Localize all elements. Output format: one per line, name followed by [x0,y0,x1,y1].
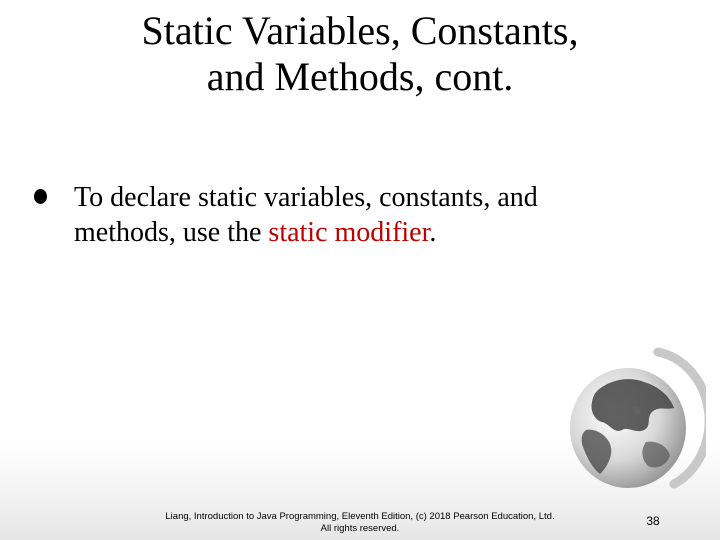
slide-title-line-2: and Methods, cont. [206,54,514,99]
footer-line-1: Liang, Introduction to Java Programming, Eleventh Edition, (c) 2018 Pearson Education, Ltd. [165,511,555,522]
footer-copyright [120,511,600,535]
page-number: 38 [646,514,660,528]
bullet-dot-icon [34,189,47,204]
bullet-text: To declare static variables, constants, and methods, use the [74,182,538,248]
globe-icon [566,346,706,496]
slide-title-line-1: Static Variables, Constants, [141,8,579,53]
bullet-item [32,180,632,250]
bullet-highlight: static modifier [268,217,430,248]
slide-title [60,8,660,100]
bullet-list [32,180,632,250]
footer-line-2: All rights reserved. [320,523,400,534]
bullet-text-end: . [429,217,437,248]
